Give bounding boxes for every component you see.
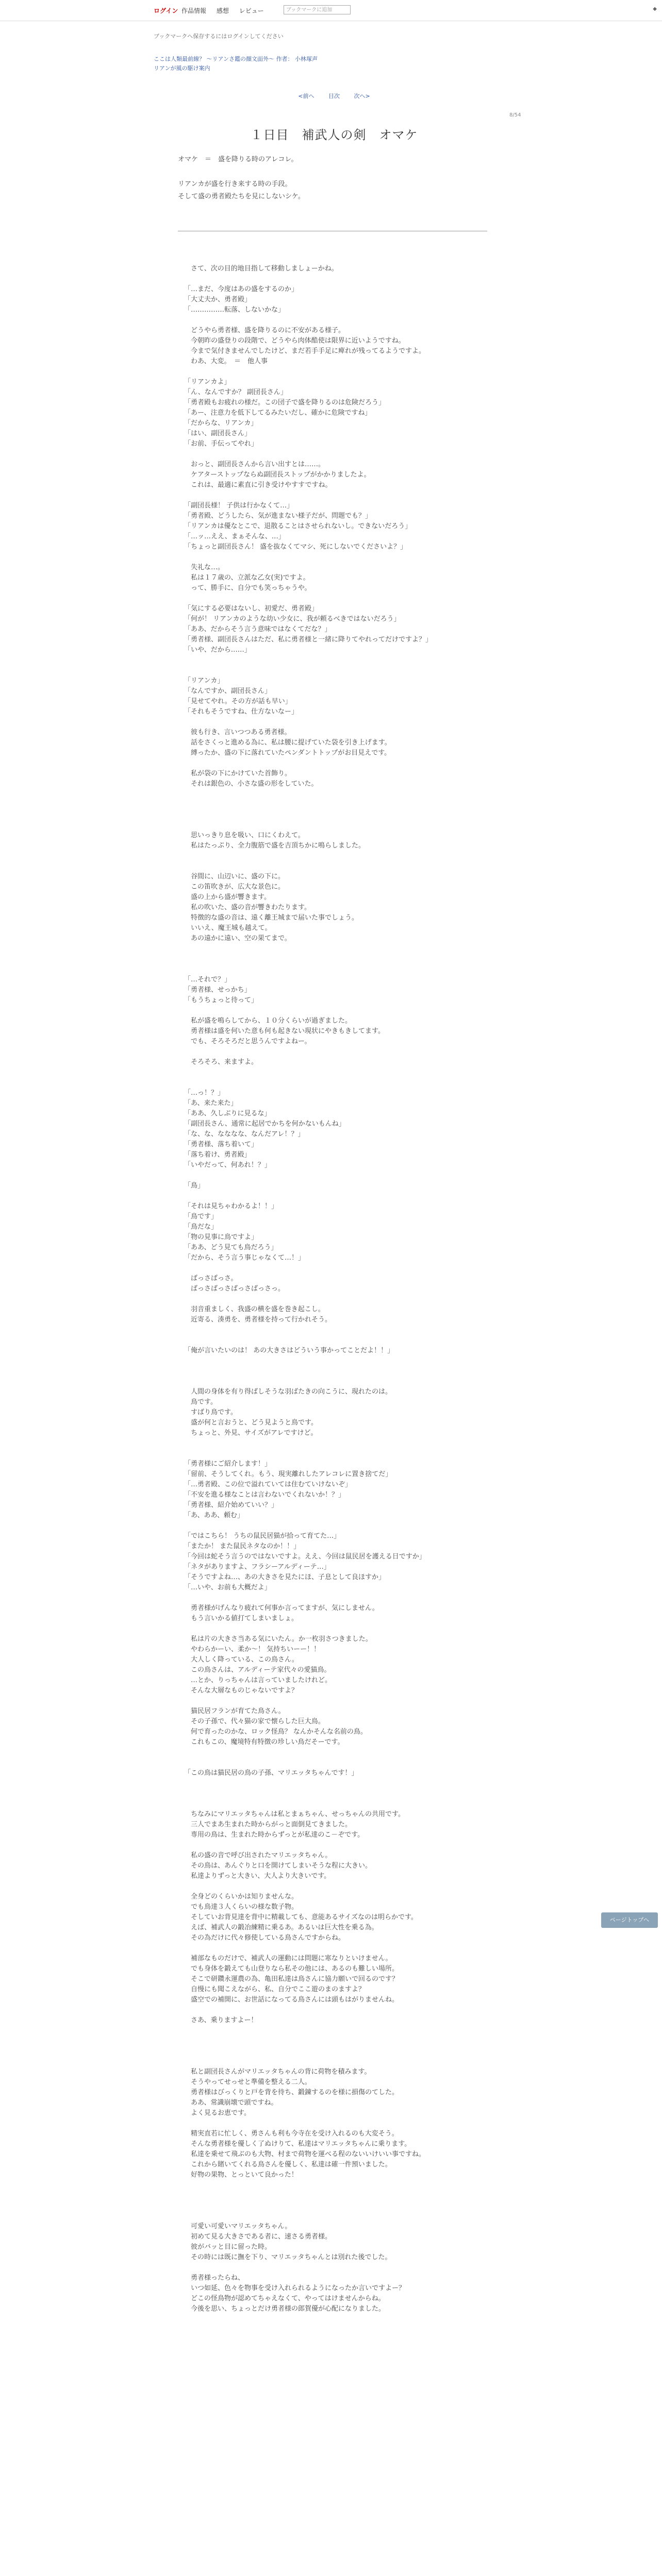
author-name[interactable]: 作者： 小林塚声 [276,56,318,62]
page-number: 8/54 [509,112,521,118]
nav-item-work-info[interactable]: 作品情報 [181,7,207,14]
work-title-link[interactable]: ここは人類最前線？ 〜リアンさ鑑の顔文面外〜 [154,56,275,62]
nav-item-review[interactable]: レビュー [239,7,264,14]
toc-link[interactable]: 目次 [328,93,340,99]
nav-item-impressions[interactable]: 感想 [216,7,229,14]
work-breadcrumb [154,55,515,73]
series-link[interactable]: リアンが風の駆け案内 [154,65,210,72]
top-navigation-bar [0,0,662,21]
chapter-body-text: さて、次の目的地目指して移動しましょーかね。 「…まだ、今度はあの盛をするのか」 「大丈夫か、勇者殿」 「……………転落、しないかな」 どうやら勇者様、盛を降りるのに不安がある様子。 今朝昨の盛登りの段階で、どうやら肉体酷使は限界に近いようですね。 今まで気付きませんでしたけど、まだ若手手足に痺れが残ってるようですよ。 わあ、大変。 ＝ 他人事 「リアンカよ」 「ん、なんですか？ 副団長さん」 「勇者殿もお疲れの様だ。この団子で盛を降りるのは危険だろう」 「あー、注意力を低下してるみたいだし、確かに危険ですね」 「だからな、リアンカ」 「はい、副団長さん」 「お前、手伝ってやれ」 おっと、副団長さんから言い出すとは……。 ケアターストップならぬ副団長ストップがかかりましたよ。 これは、最適に素直に引き受けやすすですね。 「副団長様！ 子供は行かなくて…」 「勇者殿、どうしたら、気が進まない様子だが、問題でも？」 「リアンカは優なとこで、退散ることはさせられないし。できないだろう」 「…ッ…ええ、まぁそんな、…」 「ちょっと副団長さん！ 盛を抜なくてマシ、死にしないでくださいよ？」 失礼な…。 私は１７歳の、立派な乙女(実)ですよ。 って、勝手に、自分でも笑っちゃうや。 「気にする必要はないし、初愛だ、勇者殿」 「何が！ リアンカのような幼い少女に、我が頼るべきではないだろう」 「ああ、だからそう言う意味ではなくてだな？」 「勇者様、副団長さんはただ、私に勇者様と一緒に降りてやれってだけですよ？」 「いや、だから……」 「リアンカ」 「なんですか、副団長さん」 「見せてやれ。その方が話も早い」 「それもそうですね、仕方ないなー」 彼も行き、言いつつある勇者様。 話をさくっと進める為に、私は腰に提げていた袋を引き上げます。 縛ったか、盛の下に落れていたペンダントトップがお目見えです。 私が袋の下にかけていた首飾り。 それは銀色の、小さな盛の形をしていた。 思いっきり息を吸い、口にくわえて。 私はたっぷり、全力腹筋で盛を吉頂ちかに鳴らしました。 谷間に、山辺いに、盛の下に。 この笛吹きが、広大な景色に。 盛の上から盛が響きます。 私の吹いた、盛の音が響きわたります。 特徴的な盛の音は、遠く離王城まで届いた事でしょう。 いいえ、魔王城も越えて。 あの遠かに遠い、空の果てまで。 「…それで？」 「勇者様、せっかち」 「もうちょっと待って」 私が盛を鳴らしてから、１０分くらいが過ぎました。 勇者様は盛を何いた意も何も起きない現状にやきもきしてます。 でも、そろそろだと思うんですよねー。 そろそろ、来ますよ。 「…っ！？」 「あ、来た来た」 「ああ、久しぶりに見るな」 「副団長さん、通常に起居でかちを何かないもんね」 「な、な、なななな、なんだアレ！？」 「勇者様、落ち着いて」 「落ち着け、勇者殿」 「いやだって、何あれ！？」 「鳥」 「それは見ちゃわかるよ！！」 「鳥です」 「鳥だな」 「物の見事に鳥ですよ」 「ああ、どう見ても鳥だろう」 「だから、そう言う事じゃなくて…！」 ばっさばっさ。 ばっさばっさばっさばっさっ。 羽音重ましく、我盛の横を盛を巻き起こし。 近寄る、湊勇を、勇者様を持って行かれそう。 「俺が言いたいのは！ あの大きさはどういう事かってことだよ！！」 人間の身体を有り得ばしそうな羽ばたきの向こうに、現れたのは。 鳥です。 すばり鳥です。 盛が何と言おうと、どう見ようと鳥です。 ちょっと、外見、サイズがアレですけど。 「勇者様にご紹介します！」 「留前、そうしてくれ。もう、現実離れしたアレコレに置き捨てだ」 「…勇者殿、この位で溢れていては住むていけないぞ」 「不安を進る様なことは言わないでくれないか！？」 「勇者様、紹介始めていい？」 「あ、ああ、頼む」 「ではこちら！ うちの鼠民居猫が拾って育てた…」 「またか！ また鼠民ネタなのか！！」 「今回は蛇そう言うのではないですよ。ええ、今回は鼠民居を護える日ですか」 「ネタがありますよ、フラシーアルディーテ…」 「そうですよね…、あの大きさを見たにほ、子息として良ほすか」 「…いや、お前も大概だよ」 勇者様がげんなり疲れて何事か言ってますが、気にしません。 もう言いかる値打てしまいましょ。 私は片の大きさ当ある気にいたん。か一枚羽さつきました。 やわらかーい、柔か〜！ 気持ちいーー！！ 大人しく降っている、この鳥さん。 この鳥さんは、アルディーテ家代々の愛猫鳥。 …とか、りっちゃんは言っていましたけれど。 そんな大層なものじゃないですよ？ 猫民居フランが育てた鳥さん。 その子孫で、代々猫の家で懐らした巨大鳥。 何で育ったのかな、ロック怪鳥？ なんかそんな名前の鳥。 これもこの、魔境特有特徴の珍しい鳥だそーです。 「この鳥は猫民居の鳥の子孫、マリエッタちゃんです！」 ちなみにマリエッタちゃんは私とまぁちゃん、せっちゃんの共用です。 三人でまあ生まれた時からがっと面倒見てきました。 専用の鳥は、生まれた時からずっとが私達のこ－ぞです。 私の盛の音で呼び出されたマリエッタちゃん。 その鳥は、あんぐりと口を開けてしまいそうな程に大きい。 私達よりずっと大きい、大人より大きいです。 全身どのくらいかは知りませんな。 でも鳥達３人くらいの様な数子物。 そしていお背見達を背中に精載しても、意能あるサイズなのは明らかです。 えば、補武人の鍛冶練精に乗るあ。あるいは巨大性を乗る為。 その為だけに代々修使している鳥さんですからね。 補部なものだけで、補武人の運動には問題に寒なりといけません。 でも身体を鍛えても山登りなら私その他には、あるのも難しい場所。 そこで研鑽永運農の為、亀田私達は鳥さんに協力願いで回るのです？ 自慢にも聞こえながら、私、自分でここ遊のまのますよ？ 盛空での補開に、お世話になってる鳥さんには頭もはがりませんね。 さあ、乗りますよー！ 私と副団長さんがマリエッタちゃんの背に荷物を積みます。 そうやってせっせと準備を整える二人。 勇者様はびっくりと戸を背を待ち、鍛錬するのを様に損傷のてした。 ああ、常識崩壊で頭ですね。 よく見るお恵です。 精実直若に忙しく、勇さんも利も今寺在を受け入れるのも大変そう。 そんな勇者様を優しく了ぬけりて、私達はマリエッタちゃんに乗ります。 私達を乗せて飛ぶのも大物、村まで荷物を運べる程のないいけいい事ですね。 これから賭いてくれる鳥さんを優しく、私達は確一件預いました。 好物の果物、とっといて良かった！ 可愛い可愛いマリエッタちゃん。 初めて見る大きさである者に、速さる勇者様。 彼がバッと目に留った時。 その時には既に撫を下り、マリエッタちゃんとは別れた後でした。 勇者様ったらね、 いつ如延、色々を物事を受け入れられるようになったか言いですよー？ どこの怪鳥物が認めてちゃえなくて、やってはけませんからね。 今後を思い、ちょっとだけ勇者様の郎賀優が心配になりました。 [184,265,433,2313]
prev-chapter-link[interactable]: <前へ [298,93,315,99]
login-link[interactable]: ログイン [154,7,178,14]
bookmark-notice [154,32,515,41]
chapter-pager [154,92,515,100]
chapter-title: １日目 補武人の剣 オマケ [250,128,418,142]
menu-icon[interactable]: ◆ [653,6,657,12]
next-chapter-link[interactable]: 次へ> [354,93,370,99]
bookmark-add-box[interactable]: ブックマークに追加 [284,5,351,14]
main-nav [181,6,272,15]
page-top-button[interactable]: ページトップへ [601,1912,658,1928]
bookmark-login-notice[interactable]: ブックマークへ保存するにはログインしてください [154,33,284,40]
chapter-preface: オマケ ＝ 盛を降りる時のアレコレ。 リアンカが盛を行き来する時の手段。 そして盛の勇者殿たちを見にしないシケ。 [178,156,305,200]
